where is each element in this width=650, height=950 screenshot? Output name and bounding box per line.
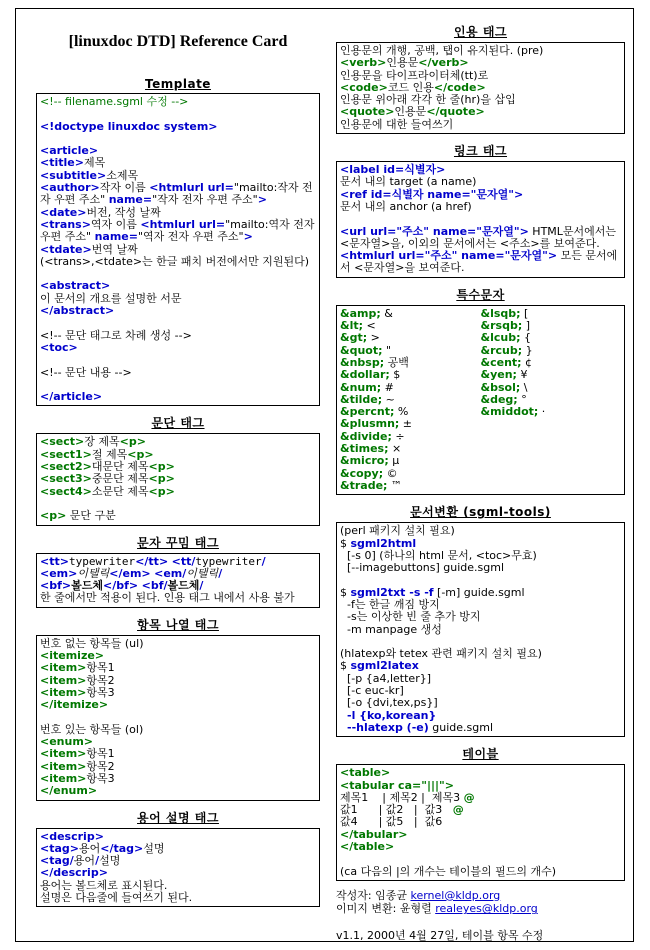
section-title-conversion: 문서변환 (sgml-tools): [410, 505, 551, 520]
text-segment: </quote>: [426, 105, 485, 119]
text-segment: 모든 문서에서 <문자열>을 보여준다.: [340, 249, 618, 275]
text-segment: <title>: [40, 156, 84, 170]
entity-name: &percnt;: [340, 405, 395, 419]
text-segment: /: [95, 854, 100, 868]
text-segment: -m manpage 생성: [340, 622, 442, 636]
entity-name: &dollar;: [340, 368, 390, 382]
text-segment: [-o {dvi,tex,ps}]: [340, 696, 438, 710]
text-segment: <tag>: [40, 841, 79, 855]
entity-value: ×: [388, 442, 402, 456]
text-segment: <htmlurl url=: [149, 181, 234, 195]
section-conversion: [336, 503, 625, 737]
text-segment: --hlatexp (-e): [347, 720, 429, 734]
text-segment: 항목3: [86, 685, 115, 699]
entity-value: }: [522, 343, 533, 357]
entity-value: $: [389, 368, 401, 382]
text-segment: -s는 이상한 빈 줄 추가 방지: [340, 610, 481, 624]
columns: [36, 17, 623, 943]
code-line: [40, 892, 316, 904]
text-segment: 작성자: 임종균: [336, 888, 411, 902]
text-segment: 값4 | 값5 | 값6: [340, 815, 443, 829]
section-title-special-chars: 특수문자: [456, 287, 505, 302]
section-title-template: Template: [145, 77, 211, 91]
text-segment: <p>: [119, 435, 146, 449]
text-segment: [340, 709, 347, 722]
text-segment: "역자 전자 우편 주소": [137, 230, 244, 244]
entity-row: [340, 480, 481, 492]
reference-card: [15, 8, 634, 942]
text-segment: 항목1: [86, 661, 115, 675]
text-segment: 장 제목: [84, 435, 120, 449]
section-title-quote-tags: 인용 태그: [453, 25, 508, 39]
section-title-description-tags: 용어 설명 태그: [137, 810, 219, 825]
text-segment: 문서 내의 anchor (a href): [340, 199, 472, 213]
code-line: [40, 699, 316, 711]
text-segment: <author>: [40, 181, 100, 195]
section-special-chars: [336, 286, 625, 495]
entity-value: \: [520, 380, 528, 394]
text-segment: (ca 다음의 |의 개수는 테이블의 필드의 개수): [340, 864, 557, 878]
text-segment: [-c euc-kr]: [340, 684, 404, 698]
text-segment: <!-- 문단 내용 -->: [40, 365, 132, 379]
text-segment: 소제목: [106, 168, 139, 182]
text-segment: typewriter: [68, 554, 136, 568]
text-segment: <url url="주소" name="문자열">: [340, 224, 529, 238]
text-segment: typewriter: [195, 554, 262, 568]
right-sections: [336, 23, 625, 881]
text-segment: <sect4>: [40, 484, 92, 498]
text-segment: <article>: [40, 144, 99, 158]
text-segment: /: [218, 566, 223, 580]
entity-name: &nbsp;: [340, 355, 385, 369]
text-segment: <sect3>: [40, 472, 92, 486]
text-segment: 제목1 | 제목2 | 제목3: [340, 790, 464, 804]
text-segment: </descrip>: [40, 866, 108, 880]
entity-name: &lcub;: [480, 331, 521, 345]
text-segment: >: [257, 193, 267, 207]
text-segment: 한 줄에서만 적용이 된다. 인용 태그 내에서 사용 불가: [40, 591, 295, 605]
text-segment: 인용문을 타이프라이터체(tt)로: [340, 68, 489, 82]
text-segment: 이탤릭: [186, 566, 219, 580]
text-segment: 문서 내의 target (a name): [340, 175, 477, 189]
text-segment: sgml2latex: [350, 659, 419, 673]
entity-value: ·: [538, 405, 546, 419]
text-segment: <enum>: [40, 735, 94, 749]
section-box-paragraph-tags: [36, 433, 320, 525]
text-segment: <item>: [40, 685, 87, 699]
section-box-char-style-tags: [36, 553, 320, 608]
text-segment: v1.1, 2000년 4월 27일, 테이블 항목 수정: [336, 929, 544, 943]
entity-name: &rsqb;: [480, 319, 523, 333]
text-segment: 역자 이름: [90, 217, 141, 231]
text-segment: <item>: [40, 771, 87, 785]
code-line: [336, 929, 625, 943]
entity-name: &copy;: [340, 466, 384, 480]
code-line: [40, 592, 316, 604]
left-column: [36, 17, 320, 943]
code-line: [340, 722, 621, 734]
text-segment: name=: [94, 230, 138, 244]
text-segment: 용어: [73, 854, 96, 868]
text-segment: 볼드체: [71, 579, 103, 593]
code-line: [40, 256, 316, 268]
text-segment: <item>: [40, 747, 87, 761]
text-segment: sgml2txt -s -f: [350, 585, 434, 599]
text-segment: [-s 0] (하나의 html 문서, <toc>무효): [340, 548, 537, 562]
section-box-special-chars: [336, 305, 625, 495]
text-segment: <bf/: [141, 579, 168, 593]
text-segment: 대문단 제목: [91, 460, 149, 474]
text-segment: (<trans>,<tdate>는 한글 패치 버전에서만 지원된다): [40, 254, 310, 268]
section-box-list-tags: [36, 635, 320, 801]
section-list-tags: [36, 616, 320, 801]
section-table: [336, 745, 625, 881]
entity-value: ™: [387, 478, 402, 492]
code-line: [40, 121, 316, 133]
text-segment: <toc>: [40, 340, 78, 354]
text-segment: 문단 구분: [66, 509, 116, 523]
text-segment: <item>: [40, 661, 87, 675]
text-segment: 항목3: [86, 771, 115, 785]
page-title: [linuxdoc DTD] Reference Card: [68, 33, 288, 50]
section-title-link-tags: 링크 태그: [453, 144, 508, 159]
text-segment: (hlatexp와 tetex 관련 패키지 설치 필요): [340, 647, 542, 661]
text-segment: <!-- 문단 태그로 차례 생성 -->: [40, 328, 192, 342]
text-segment: (perl 패키지 설치 필요): [340, 524, 455, 538]
entity-value: ±: [399, 417, 413, 431]
entity-name: &amp;: [340, 306, 381, 320]
text-segment: [-p {a4,letter}]: [340, 671, 432, 685]
text-segment: 소문단 제목: [91, 484, 149, 498]
entity-name: &deg;: [480, 392, 518, 406]
text-segment: 코드 인용: [387, 80, 434, 94]
text-segment: <!doctype linuxdoc system>: [40, 119, 218, 133]
code-line: [340, 226, 621, 251]
text-segment: @: [452, 803, 464, 817]
section-link-tags: [336, 142, 625, 278]
code-line: [40, 305, 316, 317]
entity-value: <: [363, 319, 376, 333]
text-segment: <em>: [40, 566, 78, 580]
text-segment: 번역 날짜: [91, 242, 138, 256]
entity-value: µ: [388, 454, 400, 468]
text-segment: sgml2html: [350, 536, 417, 550]
text-segment: <sect>: [40, 435, 85, 449]
entity-name: &lsqb;: [480, 306, 521, 320]
section-box-template: [36, 93, 320, 406]
section-title-list-tags: 항목 나열 태그: [137, 617, 219, 632]
text-segment: <sect2>: [40, 460, 92, 474]
text-segment: <ref id=식별자 name="문자열">: [340, 187, 524, 201]
text-segment: <tabular ca="|||">: [340, 778, 454, 792]
email-link[interactable]: kernel@kldp.org: [410, 888, 501, 902]
text-segment: <itemize>: [40, 648, 105, 662]
text-segment: <item>: [40, 673, 87, 687]
text-segment: <em/: [154, 566, 187, 580]
section-box-description-tags: [36, 828, 320, 908]
text-segment: 용어: [79, 841, 101, 855]
text-segment: @: [463, 790, 475, 804]
entity-name: &cent;: [480, 355, 522, 369]
entity-value: &: [380, 306, 393, 320]
text-segment: </itemize>: [40, 698, 109, 712]
text-segment: </tabular>: [340, 827, 408, 841]
text-segment: </code>: [433, 80, 486, 94]
text-segment: 중문단 제목: [91, 472, 149, 486]
code-line: [340, 866, 621, 878]
entity-name: &rcub;: [480, 343, 523, 357]
code-line: [40, 330, 316, 342]
text-segment: </article>: [40, 390, 103, 404]
text-segment: <tdate>: [40, 242, 92, 256]
email-link[interactable]: realeyes@kldp.org: [435, 902, 538, 916]
text-segment: $: [340, 659, 351, 673]
section-quote-tags: [336, 23, 625, 134]
text-segment: "작자 전자 우편 주소": [152, 193, 258, 207]
text-segment: 값1 | 값2 | 값3: [340, 803, 453, 817]
section-title-char-style-tags: 문자 꾸밈 태그: [137, 535, 219, 550]
entity-column-left: [340, 308, 481, 492]
section-box-conversion: [336, 522, 625, 737]
entity-column-right: [481, 308, 622, 492]
code-line: [340, 841, 621, 853]
section-title-paragraph-tags: 문단 태그: [151, 416, 205, 431]
text-segment: 이 문서의 개요를 설명한 서문: [40, 291, 182, 305]
code-line: [340, 250, 621, 275]
text-segment: 인용문 위아래 각각 한 줄(hr)을 삽입: [340, 93, 516, 107]
text-segment: <p>: [127, 447, 154, 461]
entity-name: &middot;: [480, 405, 539, 419]
text-segment: <p>: [148, 460, 175, 474]
text-segment: <code>: [340, 80, 388, 94]
code-line: [40, 182, 316, 207]
entity-value: ~: [382, 392, 395, 406]
text-segment: <sect1>: [40, 447, 92, 461]
text-segment: </em>: [109, 566, 151, 580]
text-segment: <date>: [40, 205, 87, 219]
text-segment: 용어는 볼드체로 표시된다.: [40, 878, 168, 892]
text-segment: [340, 721, 347, 734]
code-line: [40, 391, 316, 403]
entity-name: &quot;: [340, 343, 383, 357]
entity-name: &plusmn;: [340, 417, 400, 431]
text-segment: "mailto:작자 전자 우편 주소": [40, 181, 313, 207]
text-segment: <table>: [340, 766, 391, 780]
section-template: [36, 77, 320, 406]
text-segment: <!-- filename.sgml 수정 -->: [40, 95, 189, 108]
text-segment: /: [261, 554, 266, 568]
text-segment: "mailto:역자 전자 우편 주소": [40, 217, 318, 244]
code-line: [340, 624, 621, 636]
text-segment: <trans>: [40, 217, 91, 231]
entity-value: ©: [383, 466, 398, 480]
code-line: [340, 201, 621, 213]
section-box-table: [336, 764, 625, 881]
text-segment: 볼드체: [167, 579, 200, 593]
entity-value: ¢: [521, 355, 533, 369]
code-line: [40, 510, 316, 522]
entity-value: >: [367, 331, 380, 345]
entity-value: [: [520, 306, 529, 320]
text-segment: <p>: [148, 484, 175, 498]
text-segment: <abstract>: [40, 279, 111, 293]
entity-value: °: [517, 392, 527, 406]
text-segment: <quote>: [340, 105, 395, 119]
text-segment: name=: [108, 193, 153, 207]
code-line: [340, 562, 621, 574]
text-segment: /: [199, 579, 204, 593]
section-char-style-tags: [36, 534, 320, 608]
entity-value: %: [394, 405, 409, 419]
entity-name: &yen;: [480, 368, 517, 382]
text-segment: 인용문에 대한 들여쓰기: [340, 117, 454, 131]
section-paragraph-tags: [36, 414, 320, 525]
text-segment: 버전, 작성 날짜: [86, 205, 161, 219]
text-segment: <subtitle>: [40, 168, 107, 182]
text-segment: HTML문서에서는 <문자열>을, 이외의 문서에서는 <주소>를 보여준다.: [340, 224, 620, 250]
text-segment: <p>: [148, 472, 175, 486]
text-segment: <p>: [40, 509, 67, 523]
code-line: [40, 342, 316, 354]
text-segment: 절 제목: [91, 447, 128, 461]
text-segment: -f는 한글 깨짐 방지: [340, 597, 440, 611]
code-line: [336, 889, 625, 903]
right-column: [336, 23, 625, 943]
code-line: [40, 219, 316, 244]
text-segment: <label id=식별자>: [340, 163, 446, 177]
text-segment: $: [340, 585, 351, 599]
text-segment: <tag/: [40, 854, 74, 868]
text-segment: 이탤릭: [77, 566, 110, 580]
text-segment: </abstract>: [40, 304, 115, 318]
text-segment: 항목1: [86, 747, 115, 761]
text-segment: 번호 없는 항목들 (ul): [40, 636, 144, 650]
entity-name: &micro;: [340, 454, 389, 468]
code-line: [336, 902, 625, 916]
text-segment: 항목2: [86, 759, 115, 773]
text-segment: </tt>: [135, 554, 169, 568]
code-line: [40, 367, 316, 379]
section-description-tags: [36, 809, 320, 908]
text-segment: <htmlurl url=: [140, 217, 226, 231]
code-line: [40, 96, 316, 108]
entity-name: &times;: [340, 442, 389, 456]
text-segment: 설명: [143, 841, 165, 855]
entity-name: &bsol;: [480, 380, 521, 394]
text-segment: 인용문의 개행, 공백, 탭이 유지된다. (pre): [340, 44, 544, 57]
text-segment: <tt/: [171, 554, 196, 568]
text-segment: 항목2: [86, 673, 115, 687]
text-segment: <descrip>: [40, 829, 104, 843]
text-segment: 이미지 변환: 윤형렬: [336, 902, 436, 916]
entity-name: &trade;: [340, 478, 388, 492]
text-segment: <tt>: [40, 554, 69, 568]
left-sections: [36, 77, 320, 907]
code-line: [40, 785, 316, 797]
entity-value: #: [381, 380, 394, 394]
text-segment: </bf>: [102, 579, 139, 593]
footer: [336, 889, 625, 943]
text-segment: </verb>: [418, 56, 469, 70]
text-segment: <bf>: [40, 579, 72, 593]
text-segment: 인용문: [394, 105, 427, 119]
text-segment: -l {ko,korean}: [347, 708, 437, 722]
entity-name: &divide;: [340, 429, 392, 443]
text-segment: 제목: [83, 156, 106, 170]
text-segment: [-m] guide.sgml: [433, 585, 525, 599]
text-segment: <item>: [40, 759, 87, 773]
text-segment: >: [243, 230, 253, 244]
entity-value: ]: [522, 319, 531, 333]
text-segment: guide.sgml: [428, 720, 494, 734]
text-segment: 설명은 다음줄에 들여쓰기 된다.: [40, 891, 193, 905]
text-segment: </enum>: [40, 784, 98, 798]
text-segment: $: [340, 536, 351, 550]
code-line: [340, 119, 621, 131]
section-box-link-tags: [336, 161, 625, 278]
text-segment: <htmlurl url="주소" name="문자열">: [340, 249, 558, 263]
entity-value: 공백: [384, 355, 409, 369]
section-box-quote-tags: [336, 42, 625, 134]
entity-name: &lt;: [340, 319, 364, 333]
entity-name: &num;: [340, 380, 382, 394]
text-segment: 인용문: [386, 56, 419, 70]
code-line: [40, 486, 316, 498]
entity-name: &tilde;: [340, 392, 383, 406]
text-segment: 번호 있는 항목들 (ol): [40, 722, 144, 736]
text-segment: 설명: [99, 854, 121, 868]
entity-value: ": [382, 343, 392, 357]
code-line: [336, 916, 625, 930]
text-segment: [--imagebuttons] guide.sgml: [340, 561, 505, 575]
entity-value: {: [520, 331, 531, 345]
entity-value: ÷: [391, 429, 405, 443]
entity-row: [481, 406, 622, 418]
text-segment: <verb>: [340, 56, 387, 70]
text-segment: </table>: [340, 840, 395, 854]
entity-value: ¥: [516, 368, 528, 382]
text-segment: 작자 이름: [99, 181, 150, 195]
entity-name: &gt;: [340, 331, 368, 345]
section-title-table: 테이블: [462, 747, 499, 762]
text-segment: </tag>: [100, 841, 144, 855]
